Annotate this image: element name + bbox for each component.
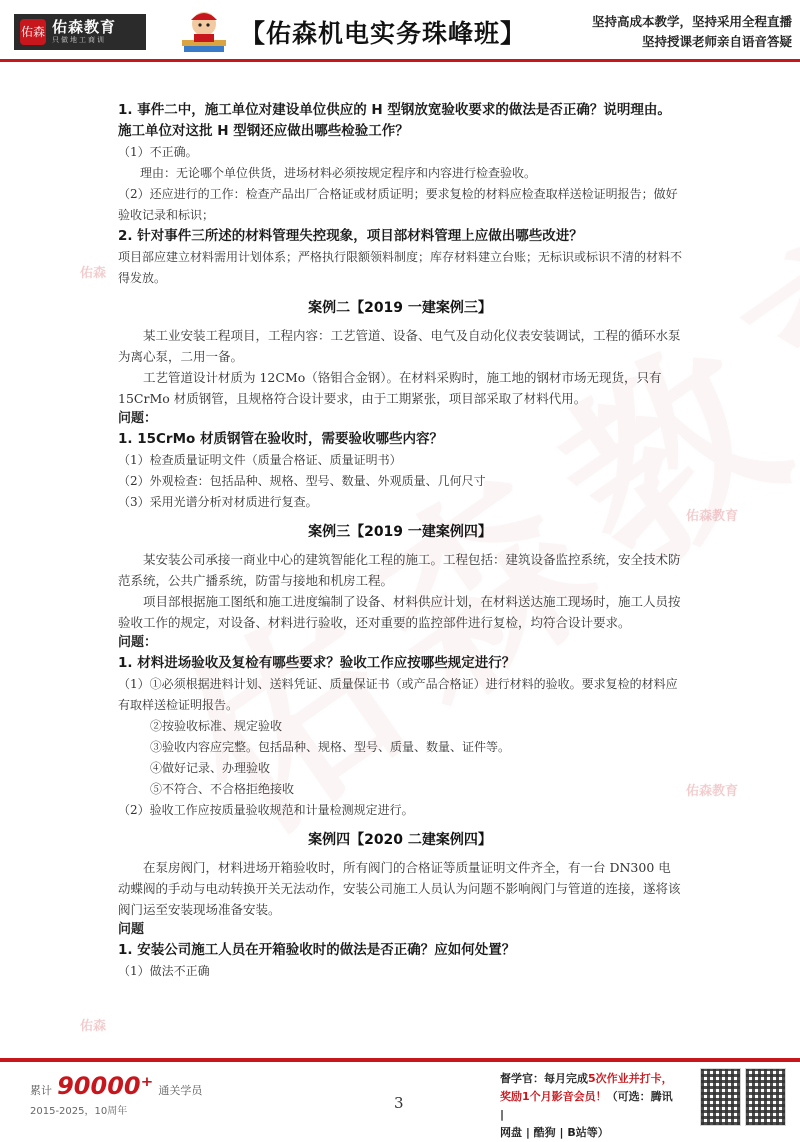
- promo-highlight: 奖励1个月影音会员！: [500, 1090, 607, 1103]
- anniversary-text: 2015-2025，10周年: [30, 1106, 128, 1117]
- side-watermark: 佑森: [80, 266, 107, 281]
- answer-line: （3）采用光谱分析对材质进行复查。: [118, 495, 318, 509]
- mascot-icon: [178, 6, 230, 56]
- brand-logo: [14, 14, 146, 50]
- promo-text: 督学官：每月完成: [500, 1072, 588, 1085]
- case-paragraph: 在泵房阀门，材料进场开箱验收时，所有阀门的合格证等质量证明文件齐全，有一台 DN300 电动蝶阀的手动与电动转换开关无法动作，安装公司施工人员认为问题不影响阀门与管道的连接，遂将该阀门运至安装现场准备安装。: [118, 860, 681, 917]
- answer-line: ②按验收标准、规定验收: [150, 719, 283, 733]
- logo-seal: 佑森: [20, 19, 46, 45]
- question: 1. 安装公司施工人员在开箱验收时的做法是否正确？应如何处置？: [118, 942, 516, 958]
- question: 1. 事件二中，施工单位对建设单位供应的 H 型钢放宽验收要求的做法是否正确？说明理由。施工单位对这批 H 型钢还应做出哪些检验工作？: [118, 102, 671, 139]
- promo-text: 网盘 | 酷狗 | B站等）: [500, 1126, 609, 1139]
- side-watermark: 佑森: [80, 1019, 107, 1034]
- stat-number: 90000⁺: [57, 1072, 154, 1100]
- header-slogans: [592, 12, 792, 52]
- side-watermark: 佑森教育: [686, 509, 739, 524]
- qr-code-icon: [700, 1068, 741, 1126]
- question-label: 问题: [118, 922, 145, 937]
- question-label: 问题：: [118, 411, 158, 426]
- case-heading: 案例四【2020 二建案例四】: [308, 832, 492, 848]
- qr-codes: [700, 1068, 786, 1124]
- answer-line: （2）还应进行的工作：检查产品出厂合格证或材质证明；要求复检的材料应检查取样送检证明报告；做好验收记录和标识；: [118, 187, 678, 222]
- stat-prefix: 累计: [30, 1084, 52, 1097]
- promo-text: （可选：腾讯 |: [500, 1090, 673, 1121]
- logo-tagline: 只做地工商训: [52, 36, 106, 44]
- answer-line: （1）①必须根据进料计划、送料凭证、质量保证书（或产品合格证）进行材料的验收。要求复检的材料应有取样送检证明报告。: [118, 677, 678, 712]
- header-divider: [0, 59, 800, 62]
- answer-line: （1）不正确。: [118, 145, 198, 159]
- answer-line: （2）验收工作应按质量验收规范和计量检测规定进行。: [118, 803, 414, 817]
- page-title: 【佑森机电实务珠峰班】: [240, 19, 527, 48]
- side-watermark: 佑森教育: [686, 784, 739, 799]
- case-paragraph: 工艺管道设计材质为 12CMo（铬钼合金钢）。在材料采购时，施工地的钢材市场无现货，只有 15CrMo 材质钢管，且规格符合设计要求，由于工期紧张，项目部采取了材料代用。: [118, 370, 662, 406]
- case-paragraph: 某安装公司承接一商业中心的建筑智能化工程的施工。工程包括：建筑设备监控系统，安全技术防范系统，公共广播系统，防雷与接地和机房工程。: [118, 552, 681, 588]
- case-heading: 案例二【2019 一建案例三】: [308, 300, 492, 316]
- answer-line: （2）外观检查：包括品种、规格、型号、数量、外观质量、几何尺寸: [118, 474, 486, 488]
- question: 1. 材料进场验收及复检有哪些要求？验收工作应按哪些规定进行？: [118, 655, 516, 671]
- answer-line: ③验收内容应完整。包括品种、规格、型号、质量、数量、证件等。: [150, 740, 511, 754]
- answer-line: ⑤不符合、不合格拒绝接收: [150, 782, 295, 796]
- footer-divider: [0, 1058, 800, 1062]
- logo-name: 佑森教育: [52, 18, 117, 36]
- case-paragraph: 某工业安装工程项目，工程内容：工艺管道、设备、电气及自动化仪表安装调试，工程的循环水泵为离心泵，二用一备。: [118, 328, 681, 364]
- answer-line: ④做好记录、办理验收: [150, 761, 271, 775]
- page-number: 3: [394, 1094, 404, 1112]
- answer-line: （1）检查质量证明文件（质量合格证、质量证明书）: [118, 453, 402, 467]
- document-body: [118, 100, 682, 982]
- answer-line: 理由：无论哪个单位供货，进场材料必须按规定程序和内容进行检查验收。: [140, 166, 537, 180]
- slogan-line-1: 坚持高成本教学，坚持采用全程直播: [591, 14, 792, 29]
- question-label: 问题：: [118, 635, 158, 650]
- question: 1. 15CrMo 材质钢管在验收时，需要验收哪些内容？: [118, 431, 443, 447]
- promo-highlight: 5次作业并打卡，: [588, 1072, 673, 1085]
- stat-suffix: 通关学员: [158, 1084, 203, 1097]
- footer-promo: [500, 1070, 680, 1142]
- question: 2. 针对事件三所述的材料管理失控现象，项目部材料管理上应做出哪些改进？: [118, 228, 583, 244]
- footer-stats: [30, 1072, 202, 1117]
- answer-line: （1）做法不正确: [118, 964, 210, 978]
- case-heading: 案例三【2019 一建案例四】: [308, 524, 492, 540]
- slogan-line-2: 坚持授课老师亲自语音答疑: [641, 34, 792, 49]
- case-paragraph: 项目部根据施工图纸和施工进度编制了设备、材料供应计划，在材料送达施工现场时，施工人员按验收工作的规定，对设备、材料进行验收，还对重要的监控部件进行复检，均符合设计要求。: [118, 594, 681, 630]
- answer-line: 项目部应建立材料需用计划体系；严格执行限额领料制度；库存材料建立台账；无标识或标识不清的材料不得发放。: [118, 250, 683, 285]
- qr-code-icon: [745, 1068, 786, 1126]
- page-header: [0, 0, 800, 60]
